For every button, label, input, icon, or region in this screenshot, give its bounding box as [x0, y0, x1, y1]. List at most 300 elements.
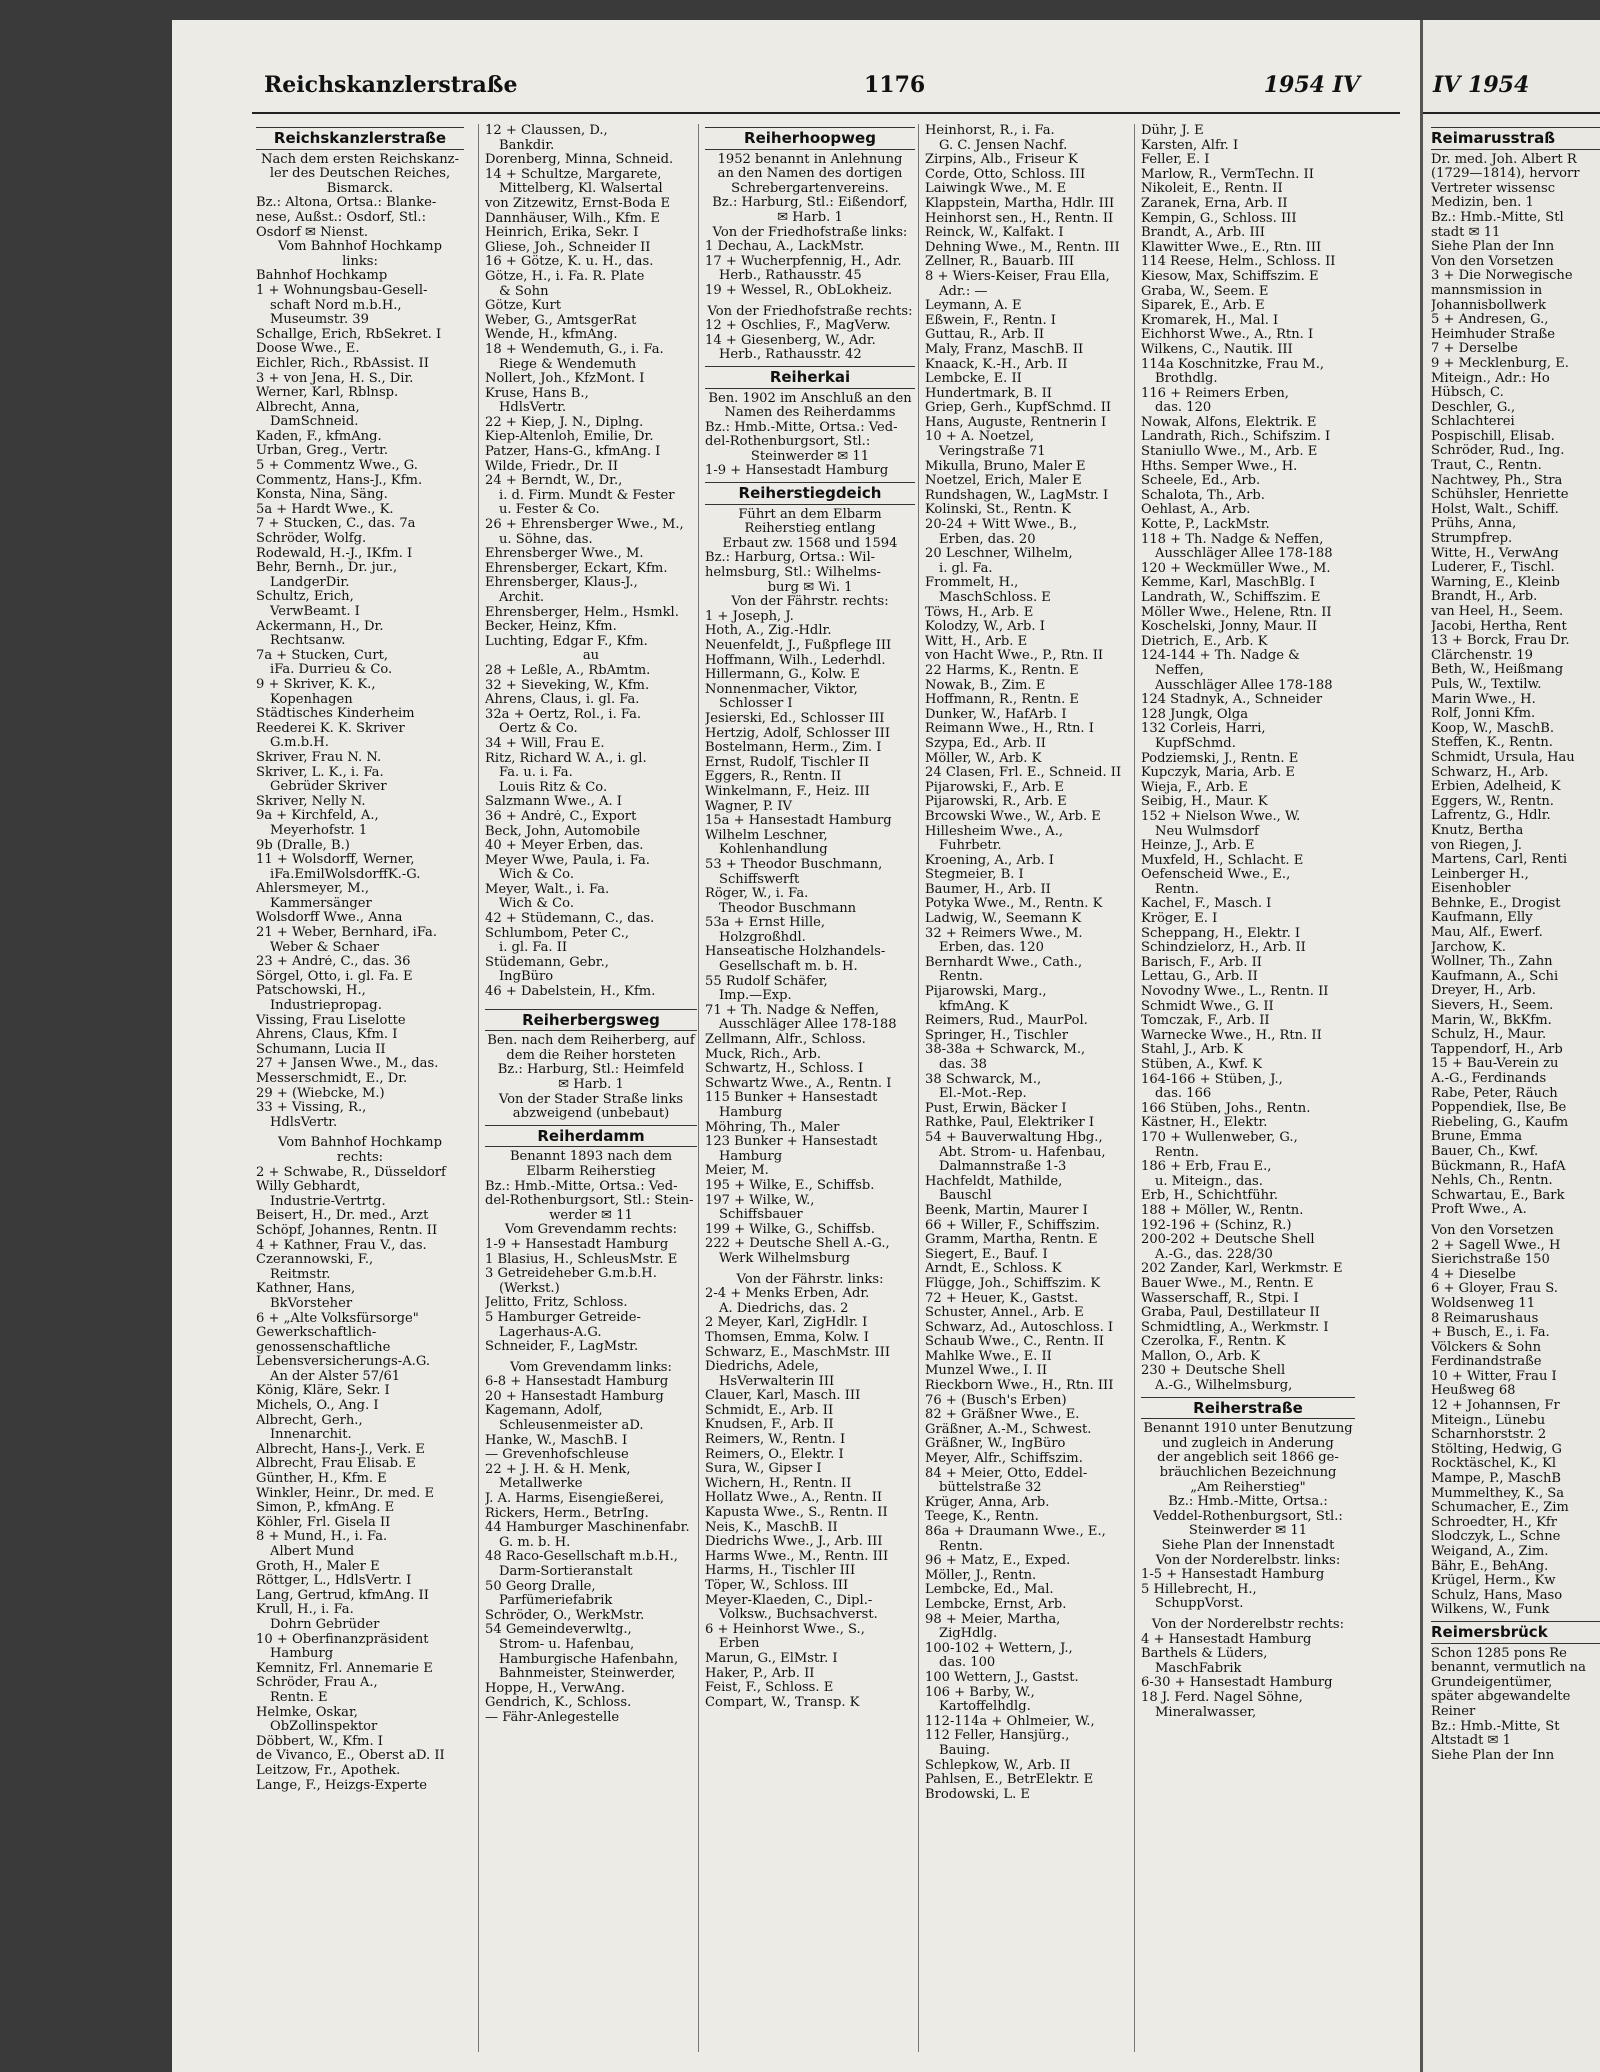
- directory-line: Riebeling, G., Kaufm: [1431, 1115, 1569, 1130]
- directory-line: MaschFabrik: [1155, 1661, 1242, 1676]
- directory-line: Mittelberg, Kl. Walsertal: [499, 182, 663, 197]
- directory-line: Zellner, R., Bauarb. III: [925, 255, 1075, 270]
- directory-line: 1-9 + Hansestadt Hamburg: [705, 464, 889, 479]
- directory-line: 166 Stüben, Johs., Rentn.: [1141, 1101, 1311, 1116]
- directory-line: Hertzig, Adolf, Schlosser III: [705, 726, 891, 741]
- directory-line: Nonnenmacher, Viktor,: [705, 682, 858, 697]
- directory-line: Reimann Wwe., H., Rtn. I: [925, 722, 1094, 737]
- directory-line: 186 + Erb, Frau E.,: [1141, 1160, 1272, 1175]
- directory-line: Graba, Paul, Destillateur II: [1141, 1306, 1320, 1321]
- directory-line: Rocktäschel, K., Kl: [1431, 1457, 1557, 1472]
- directory-line: Thomsen, Emma, Kolw. I: [705, 1330, 869, 1345]
- directory-line: — Fähr-Anlegestelle: [485, 1710, 620, 1725]
- directory-line: iFa. Durrieu & Co.: [270, 663, 393, 678]
- directory-line: Schultz, Erich,: [256, 590, 354, 605]
- directory-line: büttelstraße 32: [939, 1481, 1042, 1496]
- directory-line: Marin, W., BkKfm.: [1431, 1013, 1552, 1028]
- directory-line: Stüben, A., Kwf. K: [1141, 1058, 1262, 1072]
- directory-line: 15a + Hansestadt Hamburg: [705, 814, 892, 829]
- street-heading: Reiherstiegdeich: [705, 482, 915, 505]
- directory-line: Bz.: Harburg, Ortsa.: Wil-: [705, 551, 876, 566]
- directory-line: helmsburg, Stl.: Wilhelms-: [705, 566, 881, 581]
- directory-line: Helmke, Oskar,: [256, 1705, 358, 1720]
- directory-line: Hillesheim Wwe., A.,: [925, 824, 1064, 839]
- directory-line: Möller, W., Arb. K: [925, 751, 1042, 766]
- directory-line: Ausschläger Allee 178-188: [1155, 547, 1333, 562]
- directory-line: Reimers, Rud., MaurPol.: [925, 1014, 1088, 1029]
- directory-line: 8 + Mund, H., i. Fa.: [256, 1530, 388, 1545]
- street-heading: Reichskanzlerstraße: [256, 127, 464, 150]
- street-heading: Reiherdamm: [485, 1125, 697, 1148]
- directory-line: Skriver, Nelly N.: [256, 794, 366, 809]
- directory-line: Laiwingk Wwe., M. E: [925, 182, 1067, 197]
- directory-line: Reimers, W., Rentn. I: [705, 1433, 846, 1448]
- directory-line: & Sohn: [499, 284, 549, 299]
- directory-line: 24 + Berndt, W., Dr.,: [485, 474, 623, 489]
- directory-line: Nachtwey, Ph., Stra: [1431, 473, 1563, 488]
- directory-line: Wasserschaff, R., Stpi. I: [1141, 1291, 1299, 1306]
- directory-line: Gräßner, A.-M., Schwest.: [925, 1422, 1092, 1437]
- directory-line: KupfSchmd.: [1155, 736, 1236, 751]
- directory-line: Seibig, H., Maur. K: [1141, 795, 1268, 810]
- directory-line: Nehls, Ch., Rentn.: [1431, 1174, 1553, 1189]
- directory-line: dem die Reiher horsteten: [506, 1048, 676, 1063]
- directory-line: au: [582, 649, 600, 664]
- directory-line: 46 + Dabelstein, H., Kfm.: [485, 985, 656, 1000]
- directory-line: Hoffmann, R., Rentn. E: [925, 693, 1079, 708]
- directory-line: 1 Blasius, H., SchleusMstr. E: [485, 1252, 678, 1267]
- directory-line: Kopenhagen: [270, 692, 353, 707]
- directory-line: Bähr, E., BehAng.: [1431, 1559, 1549, 1574]
- directory-line: das. 120: [1155, 401, 1212, 416]
- directory-line: BkVorsteher: [270, 1296, 353, 1311]
- directory-line: und zugleich in Änderung: [1162, 1436, 1334, 1451]
- directory-line: 14 + Schultze, Margarete,: [485, 167, 662, 182]
- directory-line: Lembcke, Ed., Mal.: [925, 1583, 1054, 1598]
- directory-line: 128 Jungk, Olga: [1141, 707, 1249, 722]
- directory-line: Mampe, P., MaschB: [1431, 1472, 1562, 1487]
- directory-line: Innenarchit.: [270, 1428, 352, 1443]
- directory-line: Schmidt Wwe., G. II: [1141, 999, 1274, 1014]
- directory-line: 195 + Wilke, E., Schiffsb.: [705, 1178, 875, 1193]
- directory-line: Schmidtling, A., Werkmstr. I: [1141, 1320, 1329, 1335]
- directory-line: Ausschläger Allee 178-188: [1155, 678, 1333, 693]
- directory-line: 202 Zander, Karl, Werkmstr. E: [1141, 1262, 1343, 1277]
- directory-line: Bauing.: [939, 1743, 991, 1758]
- directory-line: 5 Hillebrecht, H.,: [1141, 1582, 1257, 1597]
- directory-line: Weber, G., AmtsgerRat: [485, 313, 637, 328]
- directory-line: Mikulla, Bruno, Maler E: [925, 459, 1086, 474]
- directory-line: del-Rothenburgsort, Stl.: Stein-: [485, 1194, 694, 1209]
- directory-line: 2 Meyer, Karl, ZigHdlr. I: [705, 1316, 868, 1331]
- directory-line: Bz.: Altona, Ortsa.: Blanke-: [256, 196, 437, 211]
- directory-line: Dunker, W., HafArb. I: [925, 707, 1067, 722]
- directory-line: Kolodzy, W., Arb. I: [925, 620, 1045, 635]
- directory-line: Darm-Sortieranstalt: [499, 1565, 633, 1579]
- directory-line: Czerannowski, F.,: [256, 1253, 374, 1268]
- directory-line: Bz.: Hmb.-Mitte, Stl: [1431, 210, 1564, 225]
- directory-line: 100 Wettern, J., Gastst.: [925, 1670, 1079, 1685]
- directory-line: Sura, W., Gipser I: [705, 1462, 822, 1477]
- directory-line: Clärchenstr. 19: [1431, 648, 1534, 663]
- directory-line: Dehning Wwe., M., Rentn. III: [925, 240, 1120, 255]
- column-5: [1134, 124, 1355, 2052]
- directory-line: 7a + Stucken, Curt,: [256, 648, 389, 663]
- directory-line: Neuenfeldt, J., Fußpflege III: [705, 639, 892, 653]
- directory-line: IngBüro: [499, 970, 554, 985]
- directory-line: Louis Ritz & Co.: [499, 780, 608, 795]
- directory-line: Leymann, A. E: [925, 299, 1022, 314]
- directory-line: Schmidt, E., Arb. II: [705, 1403, 834, 1418]
- directory-line: genossenschaftliche: [256, 1340, 391, 1355]
- directory-line: 22 Harms, K., Rentn. E: [925, 663, 1079, 678]
- column-3: [698, 124, 915, 2052]
- directory-line: Gesellschaft m. b. H.: [719, 960, 858, 975]
- directory-line: 5 + Commentz Wwe., G.: [256, 459, 418, 474]
- facing-column: [1431, 124, 1600, 1763]
- directory-line: Hillermann, G., Kolw. E: [705, 668, 860, 683]
- directory-line: Ben. nach dem Reiherberg, auf: [487, 1034, 695, 1049]
- directory-line: Gramm, Martha, Rentn. E: [925, 1233, 1098, 1248]
- directory-line: Johannisbollwerk: [1431, 298, 1546, 313]
- directory-line: 29 + (Wiebcke, M.): [256, 1086, 385, 1101]
- directory-line: 15 + Bau-Verein zu: [1431, 1057, 1559, 1072]
- directory-line: 123 Bunker + Hansestadt: [705, 1135, 878, 1150]
- directory-line: Beenk, Martin, Maurer I: [925, 1203, 1088, 1218]
- directory-line: Bernhardt Wwe., Cath.,: [925, 955, 1083, 970]
- directory-line: Tappendorf, H., Arb: [1431, 1042, 1563, 1057]
- directory-line: schaft Nord m.b.H.,: [270, 298, 402, 313]
- directory-line: Mahlke Wwe., E. II: [925, 1349, 1052, 1364]
- directory-line: Reimers, O., Elektr. I: [705, 1447, 844, 1462]
- directory-line: Rundshagen, W., LagMstr. I: [925, 488, 1109, 503]
- directory-line: Vissing, Frau Liselotte: [256, 1013, 406, 1028]
- directory-line: Doose Wwe., E.: [256, 342, 360, 357]
- directory-line: Abt. Strom- u. Hafenbau,: [939, 1145, 1106, 1160]
- directory-line: Kapusta Wwe., S., Rentn. II: [705, 1506, 888, 1521]
- directory-line: Frommelt, H.,: [925, 576, 1019, 591]
- street-heading: Reiherbergsweg: [485, 1009, 697, 1032]
- directory-line: iFa.EmilWolsdorffK.-G.: [270, 867, 421, 882]
- directory-line: Wich & Co.: [499, 868, 574, 883]
- directory-line: Von der Norderelbstr rechts:: [1151, 1617, 1345, 1632]
- directory-line: Schumann, Lucia II: [256, 1042, 386, 1057]
- directory-line: 124-144 + Th. Nadge &: [1141, 649, 1300, 664]
- directory-line: van Heel, H., Seem.: [1431, 605, 1564, 619]
- directory-line: Schroedter, H., Kfr: [1431, 1515, 1557, 1530]
- directory-line: Wagner, P. IV: [705, 799, 792, 814]
- directory-line: 76 + (Busch's Erben): [925, 1393, 1067, 1408]
- directory-line: Schmidt, Ursula, Hau: [1431, 750, 1575, 765]
- street-heading: Reimarusstraß: [1431, 127, 1600, 150]
- directory-line: Rechtsanw.: [270, 634, 346, 649]
- directory-line: Bauer Wwe., M., Rentn. E: [1141, 1276, 1314, 1291]
- directory-line: Pijarowski, R., Arb. E: [925, 795, 1067, 810]
- directory-line: Simon, P., kfmAng. E: [256, 1501, 395, 1516]
- directory-line: Arndt, E., Schloss. K: [925, 1262, 1062, 1277]
- directory-line: 27 + Jansen Wwe., M., das.: [256, 1057, 439, 1072]
- directory-line: Metallwerke: [499, 1477, 583, 1492]
- directory-line: Vertreter wissensc: [1431, 181, 1556, 196]
- directory-line: Rentn.: [1155, 1145, 1199, 1160]
- directory-line: ObZollinspektor: [270, 1720, 378, 1735]
- directory-line: Brune, Emma: [1431, 1130, 1523, 1145]
- directory-line: Salzmann Wwe., A. I: [485, 795, 622, 810]
- directory-line: 7 + Derselbe: [1431, 342, 1518, 357]
- directory-line: Schuster, Annel., Arb. E: [925, 1306, 1084, 1321]
- directory-line: 11 + Wolsdorff, Werner,: [256, 853, 415, 868]
- directory-line: links:: [342, 254, 378, 269]
- directory-line: Brandt, A., Arb. III: [1141, 226, 1265, 241]
- directory-line: Röttger, L., HdlsVertr. I: [256, 1574, 412, 1589]
- directory-line: Leinberger H.,: [1431, 867, 1529, 882]
- directory-line: Knaack, K.-H., Arb. II: [925, 357, 1068, 372]
- directory-line: 112 Feller, Hansjürg.,: [925, 1729, 1070, 1744]
- directory-line: später abgewandelte: [1431, 1690, 1571, 1705]
- directory-line: Schröder, Rud., Ing.: [1431, 444, 1565, 459]
- directory-line: Lagerhaus-A.G.: [499, 1325, 602, 1340]
- directory-line: Harms Wwe., M., Rentn. III: [705, 1549, 889, 1564]
- directory-line: Vom Bahnhof Hochkamp: [278, 240, 442, 255]
- directory-line: das. 100: [939, 1656, 996, 1671]
- directory-line: 10 + Oberfinanzpräsident: [256, 1632, 429, 1647]
- directory-line: Nowak, B., Zim. E: [925, 678, 1046, 693]
- directory-line: Beisert, H., Dr. med., Arzt: [256, 1209, 429, 1224]
- directory-line: Rentn.: [1155, 882, 1199, 897]
- directory-line: Wolsdorff Wwe., Anna: [256, 911, 403, 926]
- directory-line: Archit.: [499, 591, 545, 605]
- directory-line: Nowak, Alfons, Elektrik. E: [1141, 415, 1317, 430]
- directory-line: MaschSchloss. E: [939, 591, 1051, 605]
- directory-line: Brodowski, L. E: [925, 1787, 1030, 1802]
- directory-line: 4 + Kathner, Frau V., das.: [256, 1238, 427, 1253]
- directory-line: u. Miteign., das.: [1155, 1174, 1263, 1189]
- directory-line: 26 + Ehrensberger Wwe., M.,: [485, 518, 684, 533]
- directory-line: 2 + Sagell Wwe., H: [1431, 1238, 1561, 1253]
- directory-line: Baumer, H., Arb. II: [925, 882, 1051, 897]
- directory-line: Schiffsbauer: [719, 1208, 803, 1223]
- directory-line: Hollatz Wwe., A., Rentn. II: [705, 1491, 883, 1506]
- directory-line: 32 + Reimers Wwe., M.: [925, 926, 1083, 941]
- directory-line: Klawitter Wwe., E., Rtn. III: [1141, 240, 1322, 255]
- directory-line: Von der Friedhofstraße rechts:: [707, 304, 913, 319]
- directory-line: Patzer, Hans-G., kfmAng. I: [485, 445, 661, 460]
- directory-line: Erben, das. 120: [939, 941, 1044, 956]
- directory-line: Neffen,: [1155, 663, 1204, 678]
- directory-line: Namen des Reiherdamms: [724, 406, 896, 421]
- directory-line: El.-Mot.-Rep.: [939, 1087, 1027, 1102]
- directory-line: Hübsch, C.: [1431, 386, 1504, 401]
- directory-line: der angeblich seit 1866 ge-: [1157, 1451, 1339, 1466]
- directory-line: 124 Stadnyk, A., Schneider: [1141, 693, 1323, 708]
- directory-line: Holst, Walt., Schiff.: [1431, 502, 1559, 517]
- directory-line: Hans, Auguste, Rentnerin I: [925, 415, 1107, 430]
- directory-line: 18 J. Ferd. Nagel Söhne,: [1141, 1690, 1303, 1705]
- directory-line: 7 + Stucken, C., das. 7a: [256, 517, 416, 532]
- directory-line: Bz.: Harburg, Stl.: Eißendorf,: [712, 196, 908, 211]
- directory-line: Marin Wwe., H.: [1431, 692, 1536, 707]
- directory-line: Heinrich, Erika, Sekr. I: [485, 226, 639, 241]
- directory-line: 5 + Andresen, G.,: [1431, 313, 1549, 328]
- directory-line: Döbbert, W., Kfm. I: [256, 1734, 383, 1749]
- directory-line: Erbien, Adelheid, K: [1431, 780, 1561, 795]
- directory-line: VerwBeamt. I: [270, 605, 360, 619]
- directory-line: (Werkst.): [499, 1281, 560, 1296]
- directory-line: 114 Reese, Helm., Schloss. II: [1141, 255, 1336, 270]
- directory-line: Schwarz, H., Arb.: [1431, 765, 1549, 780]
- directory-line: ler des Deutschen Reiches,: [269, 167, 451, 182]
- directory-line: Martens, Carl, Renti: [1431, 853, 1568, 868]
- directory-line: Götze, H., i. Fa. R. Plate: [485, 269, 645, 284]
- directory-line: Herb., Rathausstr. 45: [719, 269, 862, 284]
- directory-line: 120 + Weckmüller Wwe., M.: [1141, 561, 1331, 576]
- directory-line: Witt, H., Arb. E: [925, 634, 1028, 649]
- directory-line: 3 Getreideheber G.m.b.H.: [485, 1267, 657, 1282]
- directory-line: Schallge, Erich, RbSekret. I: [256, 327, 442, 342]
- directory-line: u. Fester & Co.: [499, 503, 600, 518]
- directory-line: Ladwig, W., Seemann K: [925, 912, 1082, 927]
- directory-line: 114a Koschnitzke, Frau M.,: [1141, 357, 1325, 372]
- directory-line: Gliese, Joh., Schneider II: [485, 240, 651, 255]
- directory-line: Meyer, Alfr., Schiffszim.: [925, 1452, 1083, 1467]
- directory-line: Bahnhof Hochkamp: [256, 269, 388, 284]
- directory-line: Tomczak, F., Arb. II: [1141, 1014, 1270, 1029]
- directory-line: Gewerkschaftlich-: [256, 1326, 377, 1341]
- directory-line: Schwartz Wwe., A., Rentn. I: [705, 1076, 892, 1091]
- directory-line: 4 + Hansestadt Hamburg: [1141, 1632, 1312, 1647]
- directory-line: Albrecht, Gerh.,: [256, 1413, 363, 1428]
- directory-page: [172, 20, 1420, 2072]
- directory-line: 1-9 + Hansestadt Hamburg: [485, 1237, 669, 1252]
- directory-line: Albrecht, Hans-J., Verk. E: [256, 1442, 425, 1457]
- directory-line: Flügge, Joh., Schiffszim. K: [925, 1276, 1101, 1291]
- directory-line: Vom Grevendamm rechts:: [504, 1223, 678, 1238]
- directory-line: Schulz, Hans, Maso: [1431, 1588, 1563, 1603]
- directory-line: Brcowski Wwe., W., Arb. E: [925, 809, 1101, 824]
- directory-line: J. A. Harms, Eisengießerei,: [485, 1492, 665, 1507]
- directory-line: Rieckborn Wwe., H., Rtn. III: [925, 1379, 1114, 1394]
- directory-line: Willy Gebhardt,: [256, 1180, 361, 1195]
- directory-line: Hoth, A., Zig.-Hdlr.: [705, 624, 832, 639]
- directory-line: Möller Wwe., Helene, Rtn. II: [1141, 605, 1332, 620]
- directory-line: Kiep-Altenloh, Emilie, Dr.: [485, 430, 654, 445]
- directory-line: Von der Norderelbstr. links:: [1155, 1553, 1341, 1568]
- directory-line: Hamburg: [719, 1149, 783, 1164]
- directory-line: Rabe, Peter, Räuch: [1431, 1086, 1558, 1101]
- directory-line: 200-202 + Deutsche Shell: [1141, 1233, 1315, 1248]
- directory-line: Neu Wulmsdorf: [1155, 824, 1259, 839]
- directory-line: Bauschl: [939, 1189, 992, 1204]
- directory-line: Reiherstieg entlang: [744, 522, 876, 537]
- directory-line: Kroening, A., Arb. I: [925, 853, 1054, 868]
- directory-line: Mallon, O., Arb. K: [1141, 1349, 1260, 1364]
- directory-line: Reinck, W., Kalfakt. I: [925, 226, 1064, 241]
- directory-line: Miteign., Adr.: Ho: [1431, 371, 1550, 386]
- directory-line: 28 + Leßle, A., RbAmtm.: [485, 663, 651, 678]
- directory-line: (1729—1814), hervorr: [1431, 167, 1580, 182]
- directory-line: Konsta, Nina, Säng.: [256, 488, 388, 503]
- directory-line: — Grevenhofschleuse: [485, 1448, 629, 1463]
- directory-line: werder ✉ 11: [549, 1208, 633, 1223]
- directory-line: Eggers, R., Rentn. II: [705, 770, 842, 785]
- directory-line: Herb., Rathausstr. 42: [719, 348, 862, 363]
- directory-line: Schlepkow, W., Arb. II: [925, 1758, 1071, 1773]
- directory-line: Feller, E. I: [1141, 153, 1210, 168]
- directory-line: Kemme, Karl, MaschBlg. I: [1141, 576, 1315, 591]
- directory-line: Bz.: Hmb.-Mitte, St: [1431, 1719, 1560, 1734]
- directory-line: Benannt 1893 nach dem: [509, 1150, 673, 1165]
- directory-line: Volksw., Buchsachverst.: [719, 1608, 878, 1623]
- directory-line: Warnecke Wwe., H., Rtn. II: [1141, 1028, 1322, 1043]
- directory-line: Dohrn Gebrüder: [270, 1617, 380, 1632]
- directory-line: Siparek, E., Arb. E: [1141, 299, 1265, 314]
- directory-line: 17 + Wucherpfennig, H., Adr.: [705, 254, 902, 269]
- directory-line: Schwarz, E., MaschMstr. III: [705, 1345, 891, 1360]
- directory-line: 54 Gemeindeverwltg.,: [485, 1623, 632, 1638]
- directory-line: Barthels & Lüders,: [1141, 1647, 1268, 1662]
- directory-line: Schumacher, E., Zim: [1431, 1501, 1569, 1516]
- directory-line: Ferdinandstraße: [1431, 1355, 1542, 1370]
- directory-line: 164-166 + Stüben, J.,: [1141, 1072, 1283, 1087]
- directory-line: LandgerDir.: [270, 575, 350, 590]
- directory-line: 6 + Gloyer, Frau S.: [1431, 1282, 1558, 1297]
- directory-line: Stüdemann, Gebr.,: [485, 955, 609, 970]
- street-heading: Reimersbrück: [1431, 1621, 1600, 1644]
- directory-line: 96 + Matz, E., Exped.: [925, 1554, 1071, 1569]
- directory-line: ZigHdlg.: [939, 1627, 998, 1642]
- directory-line: Reitmstr.: [270, 1267, 331, 1282]
- directory-line: Warning, E., Kleinb: [1431, 575, 1560, 590]
- directory-line: Jacobi, Hertha, Rent: [1431, 619, 1567, 634]
- directory-line: 44 Hamburger Maschinenfabr.: [485, 1521, 690, 1536]
- directory-line: Lettau, G., Arb. II: [1141, 970, 1258, 985]
- directory-line: Hachfeldt, Mathilde,: [925, 1174, 1063, 1189]
- page-number: 1176: [864, 72, 926, 98]
- directory-line: Osdorf ✉ Nienst.: [256, 225, 369, 240]
- directory-line: Mineralwasser,: [1155, 1705, 1257, 1720]
- directory-line: Jesierski, Ed., Schlosser III: [705, 711, 885, 726]
- directory-line: Ehrensberger, Helm., Hsmkl.: [485, 605, 679, 620]
- directory-line: Kempin, G., Schloss. III: [1141, 211, 1297, 226]
- directory-line: Mummelthey, K., Sa: [1431, 1486, 1565, 1501]
- directory-line: Pust, Erwin, Bäcker I: [925, 1101, 1067, 1116]
- directory-line: Neis, K., MaschB. II: [705, 1520, 838, 1535]
- directory-line: 9b (Dralle, B.): [256, 838, 350, 853]
- directory-line: 9 + Skriver, K. K.,: [256, 677, 376, 692]
- directory-line: Ahrens, Claus, Kfm. I: [256, 1028, 398, 1043]
- directory-line: Urban, Greg., Vertr.: [256, 444, 389, 459]
- directory-line: Oertz & Co.: [499, 722, 578, 737]
- directory-line: Wich & Co.: [499, 897, 574, 912]
- directory-line: 4 + Dieselbe: [1431, 1267, 1516, 1282]
- directory-line: Poppendiek, Ilse, Be: [1431, 1101, 1567, 1116]
- directory-line: 72 + Heuer, K., Gastst.: [925, 1291, 1079, 1306]
- directory-line: G.m.b.H.: [270, 736, 329, 751]
- directory-line: Lembcke, Ernst, Arb.: [925, 1597, 1067, 1612]
- directory-line: 13 + Borck, Frau Dr.: [1431, 634, 1570, 649]
- directory-line: Wilkens, C., Nautik. III: [1141, 342, 1293, 357]
- directory-line: Leitzow, Fr., Apothek.: [256, 1763, 401, 1778]
- header-rule: [252, 112, 1400, 114]
- directory-line: 24 Clasen, Frl. E., Schneid. II: [925, 766, 1122, 781]
- directory-line: Proft Wwe., A.: [1431, 1203, 1527, 1218]
- directory-line: Weber & Schaer: [270, 940, 380, 955]
- directory-line: Wilhelm Leschner,: [705, 828, 828, 843]
- directory-line: an den Namen des dortigen: [717, 167, 903, 182]
- directory-line: Schwartz, H., Schloss. I: [705, 1062, 864, 1077]
- directory-line: Potyka Wwe., M., Rentn. K: [925, 897, 1103, 912]
- directory-line: Kaufmann, Elly: [1431, 911, 1533, 926]
